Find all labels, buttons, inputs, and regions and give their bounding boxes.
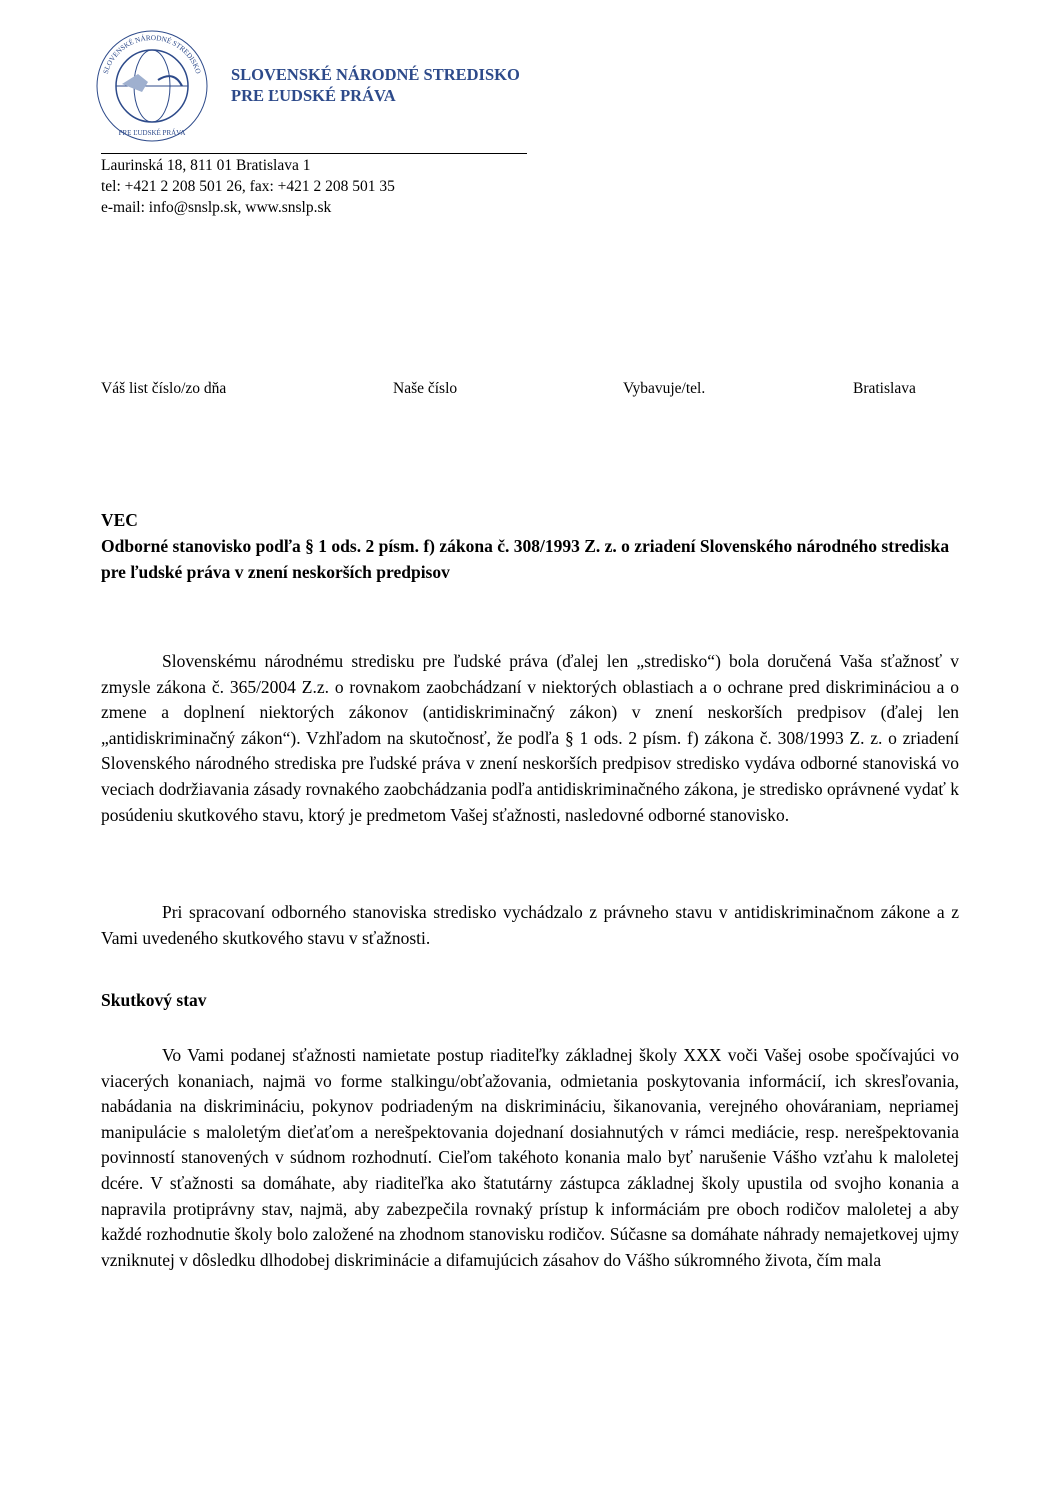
svg-text:SLOVENSKÉ NÁRODNÉ STREDISKO	[102, 32, 202, 74]
organization-name	[231, 64, 520, 106]
ref-your-letter: Váš list číslo/zo dňa	[101, 380, 227, 397]
organization-name-line2: PRE ĽUDSKÉ PRÁVA	[231, 86, 396, 105]
organization-logo	[92, 26, 212, 146]
ref-place: Bratislava	[853, 380, 916, 397]
body-paragraph-2: Pri spracovaní odborného stanoviska stredisko vychádzalo z právneho stavu v antidiskriminačnom zákone a z Vami uvedeného skutkového stavu v sťažnosti.	[101, 902, 959, 948]
header-divider	[101, 153, 527, 154]
ref-our-number: Naše číslo	[393, 380, 458, 397]
logo-ring-text-bottom: PRE ĽUDSKÉ PRÁVA	[118, 129, 186, 137]
dove-icon	[122, 74, 148, 92]
body-paragraph-1: Slovenskému národnému stredisku pre ľudské práva (ďalej len „stredisko“) bola doručená Vaša sťažnosť v zmysle zákona č. 365/2004 Z.z. o rovnakom zaobchádzaní v niektorých oblastiach a o ochrane pred diskrimináciou a o zmene a doplnení niektorých zákonov (antidiskriminačný zákon) v znení neskorších predpisov (ďalej len „antidiskriminačný zákon“). Vzhľadom na skutočnosť, že podľa § 1 ods. 2 písm. f) zákona č. 308/1993 Z. z. o zriadení Slovenského národného strediska pre ľudské práva v znení neskorších predpisov stredisko vydáva odborné stanoviská vo veciach dodržiavania zásady rovnakého zaobchádzania podľa antidiskriminačného zákona, je stredisko oprávnené vydať k posúdeniu skutkového stavu, ktorý je predmetom Vašej sťažnosti, nasledovné odborné stanovisko.	[101, 651, 959, 825]
contact-block	[101, 155, 395, 218]
section-heading: Skutkový stav	[101, 990, 207, 1010]
subject-block	[101, 507, 959, 585]
organization-name-line1: SLOVENSKÉ NÁRODNÉ STREDISKO	[231, 65, 520, 84]
subject-label: VEC	[101, 510, 138, 530]
contact-phone: tel: +421 2 208 501 26, fax: +421 2 208 501 35	[101, 178, 395, 195]
contact-address: Laurinská 18, 811 01 Bratislava 1	[101, 157, 311, 174]
logo-ring-text-top: SLOVENSKÉ NÁRODNÉ STREDISKO	[101, 33, 203, 75]
subject-title: Odborné stanovisko podľa § 1 ods. 2 písm. f) zákona č. 308/1993 Z. z. o zriadení Slovenského národného strediska pre ľudské práva v znení neskorších predpisov	[101, 536, 950, 582]
contact-email: e-mail: info@snslp.sk, www.snslp.sk	[101, 199, 332, 216]
ref-handled-by: Vybavuje/tel.	[623, 380, 706, 397]
body-paragraph-3: Vo Vami podanej sťažnosti namietate postup riaditeľky základnej školy XXX voči Vašej osobe spočívajúci vo viacerých konaniach, najmä vo forme stalkingu/obťažovania, odmietania poskytovania informácií, ich skresľovania, nabádania na diskrimináciu, pokynov podriadeným na diskrimináciu, šikanovania, verejného ohováraniam, nepriamej manipulácie s maloletým dieťaťom a nerešpektovania dojednaní dosiahnutých v rámci mediácie, resp. nerešpektovania povinností stanovených v súdnom rozhodnutí. Cieľom takéhoto konania malo byť narušenie Vášho vzťahu k maloletej dcére. V sťažnosti sa domáhate, aby riaditeľka ako štatutárny zástupca základnej školy upustila od svojho konania a napravila protiprávny stav, najmä, aby zabezpečila rovnaký prístup k informáciám pre oboch rodičov maloletej a aby každé rozhodnutie školy bolo založené na zhodnom stanovisku rodičov. Súčasne sa domáhate náhrady nemajetkovej ujmy vzniknutej v dôsledku dlhodobej diskriminácie a difamujúcich zásahov do Vášho súkromného života, čím mala	[101, 1045, 959, 1270]
